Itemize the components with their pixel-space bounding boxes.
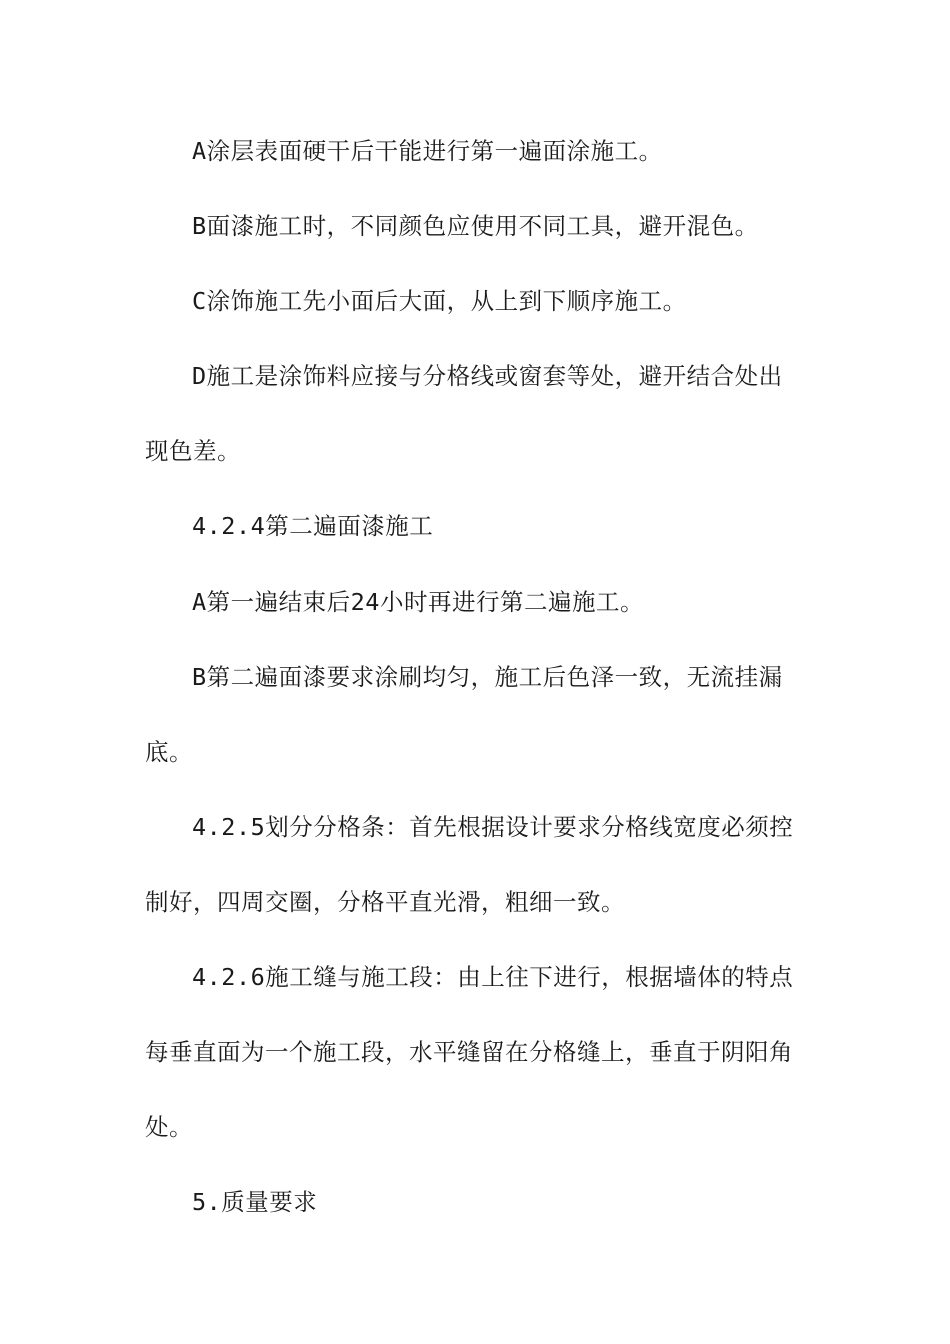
text-line: C涂饰施工先小面后大面，从上到下顺序施工。 — [192, 287, 687, 316]
text-line: 每垂直面为一个施工段，水平缝留在分格缝上，垂直于阴阳角 — [145, 1038, 793, 1067]
text-line: 现色差。 — [145, 437, 241, 466]
text-line: 制好，四周交圈，分格平直光滑，粗细一致。 — [145, 887, 625, 916]
document-body — [145, 114, 795, 1240]
text-line: B面漆施工时，不同颜色应使用不同工具，避开混色。 — [192, 212, 759, 241]
text-line: A第一遍结束后24小时再进行第二遍施工。 — [192, 587, 644, 616]
text-line: B第二遍面漆要求涂刷均匀，施工后色泽一致，无流挂漏 — [192, 662, 783, 691]
text-line: 4.2.5划分分格条：首先根据设计要求分格线宽度必须控 — [192, 812, 794, 841]
text-line: 4.2.6施工缝与施工段：由上往下进行，根据墙体的特点 — [192, 963, 794, 992]
text-line: 处。 — [145, 1113, 193, 1142]
section-heading: 4.2.4第二遍面漆施工 — [192, 512, 434, 541]
text-line: D施工是涂饰料应接与分格线或窗套等处，避开结合处出 — [192, 362, 783, 391]
text-line: 底。 — [145, 737, 193, 766]
text-line: A涂层表面硬干后干能进行第一遍面涂施工。 — [192, 137, 663, 165]
section-heading: 5.质量要求 — [192, 1188, 318, 1217]
